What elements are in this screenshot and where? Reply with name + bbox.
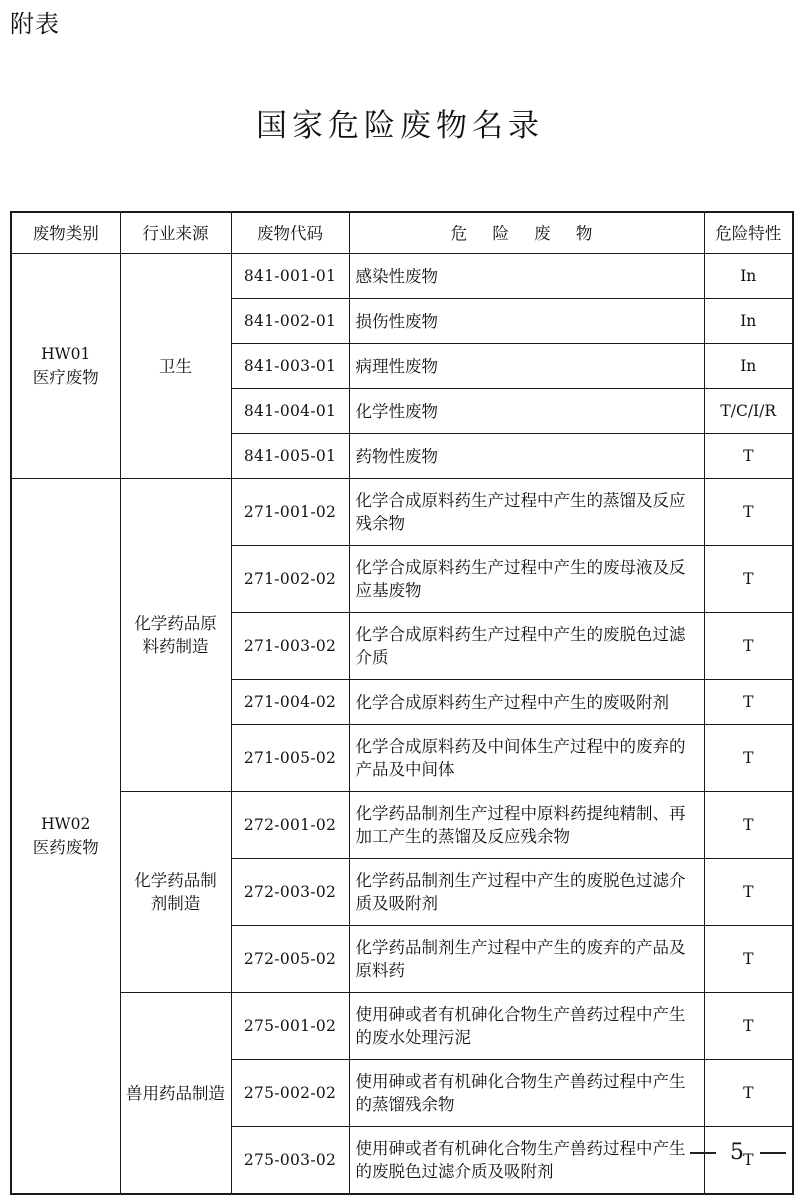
waste-code: 271-002-02: [231, 546, 349, 613]
source-label: 化学药品原: [134, 614, 217, 633]
table-row: [11, 792, 793, 859]
hazard-characteristic: In: [704, 344, 793, 389]
waste-code: 271-001-02: [231, 479, 349, 546]
waste-description: 化学合成原料药生产过程中产生的废母液及反应基废物: [349, 546, 704, 613]
waste-description: 化学药品制剂生产过程中产生的废弃的产品及原料药: [349, 926, 704, 993]
waste-description: 化学合成原料药生产过程中产生的蒸馏及反应残余物: [349, 479, 704, 546]
waste-description: 化学药品制剂生产过程中原料药提纯精制、再加工产生的蒸馏及反应残余物: [349, 792, 704, 859]
waste-description: 化学药品制剂生产过程中产生的废脱色过滤介质及吸附剂: [349, 859, 704, 926]
waste-description: 损伤性废物: [349, 299, 704, 344]
hazard-characteristic: In: [704, 299, 793, 344]
category-name: 医药废物: [32, 838, 99, 857]
source-label: 料药制造: [142, 637, 209, 656]
waste-code: 841-005-01: [231, 434, 349, 479]
hazard-characteristic: T: [704, 993, 793, 1060]
category-code: HW02: [41, 815, 91, 833]
category-code: HW01: [41, 345, 91, 363]
waste-code: 275-002-02: [231, 1060, 349, 1127]
waste-code: 841-004-01: [231, 389, 349, 434]
category-name: 医疗废物: [32, 368, 99, 387]
table-row: [11, 993, 793, 1060]
appendix-label: 附表: [10, 10, 60, 38]
hazard-characteristic: T/C/I/R: [704, 389, 793, 434]
hazard-characteristic: In: [704, 254, 793, 299]
waste-description: 病理性废物: [349, 344, 704, 389]
source-label: 化学药品制: [134, 871, 217, 890]
waste-description: 化学合成原料药生产过程中产生的废吸附剂: [349, 680, 704, 725]
waste-code: 272-001-02: [231, 792, 349, 859]
waste-code: 841-002-01: [231, 299, 349, 344]
hazard-characteristic: T: [704, 859, 793, 926]
waste-description: 使用砷或者有机砷化合物生产兽药过程中产生的蒸馏残余物: [349, 1060, 704, 1127]
header-waste: 危 险 废 物: [349, 212, 704, 254]
waste-code: 272-005-02: [231, 926, 349, 993]
waste-description: 化学合成原料药生产过程中产生的废脱色过滤介质: [349, 613, 704, 680]
source-veterinary: [120, 993, 231, 1195]
source-health: [120, 254, 231, 479]
waste-code: 272-003-02: [231, 859, 349, 926]
header-code: 废物代码: [231, 212, 349, 254]
header-source: 行业来源: [120, 212, 231, 254]
waste-description: 使用砷或者有机砷化合物生产兽药过程中产生的废脱色过滤介质及吸附剂: [349, 1127, 704, 1195]
right-dash: [760, 1152, 786, 1154]
source-chemical-api: [120, 479, 231, 792]
hazard-characteristic: T: [704, 926, 793, 993]
hazard-characteristic: T: [704, 725, 793, 792]
waste-code: 275-003-02: [231, 1127, 349, 1195]
waste-code: 275-001-02: [231, 993, 349, 1060]
hazard-characteristic: T: [704, 479, 793, 546]
category-hw01: [11, 254, 120, 479]
page-title: 国家危险废物名录: [256, 108, 544, 144]
source-label: 卫生: [159, 356, 192, 376]
hazard-characteristic: T: [704, 1127, 793, 1195]
waste-code: 271-004-02: [231, 680, 349, 725]
hazard-characteristic: T: [704, 546, 793, 613]
waste-code: 841-003-01: [231, 344, 349, 389]
waste-description: 感染性废物: [349, 254, 704, 299]
waste-code: 271-005-02: [231, 725, 349, 792]
hazard-characteristic: T: [704, 792, 793, 859]
source-label: 兽用药品制造: [126, 1083, 225, 1103]
left-dash: [690, 1152, 716, 1154]
hazard-characteristic: T: [704, 434, 793, 479]
source-chemical-preparation: [120, 792, 231, 993]
waste-code: 841-001-01: [231, 254, 349, 299]
waste-description: 化学合成原料药及中间体生产过程中的废弃的产品及中间体: [349, 725, 704, 792]
table-header-row: [11, 212, 793, 254]
category-hw02: [11, 479, 120, 1195]
header-characteristic: 危险特性: [704, 212, 793, 254]
hazard-characteristic: T: [704, 1060, 793, 1127]
waste-description: 使用砷或者有机砷化合物生产兽药过程中产生的废水处理污泥: [349, 993, 704, 1060]
waste-description: 药物性废物: [349, 434, 704, 479]
table-row: [11, 254, 793, 299]
page-number-value: 5: [730, 1140, 744, 1165]
hazardous-waste-table: [10, 211, 794, 1195]
hazard-characteristic: T: [704, 680, 793, 725]
hazard-characteristic: T: [704, 613, 793, 680]
header-category: 废物类别: [11, 212, 120, 254]
waste-description: 化学性废物: [349, 389, 704, 434]
source-label: 剂制造: [150, 894, 201, 913]
table-row: [11, 479, 793, 546]
waste-code: 271-003-02: [231, 613, 349, 680]
